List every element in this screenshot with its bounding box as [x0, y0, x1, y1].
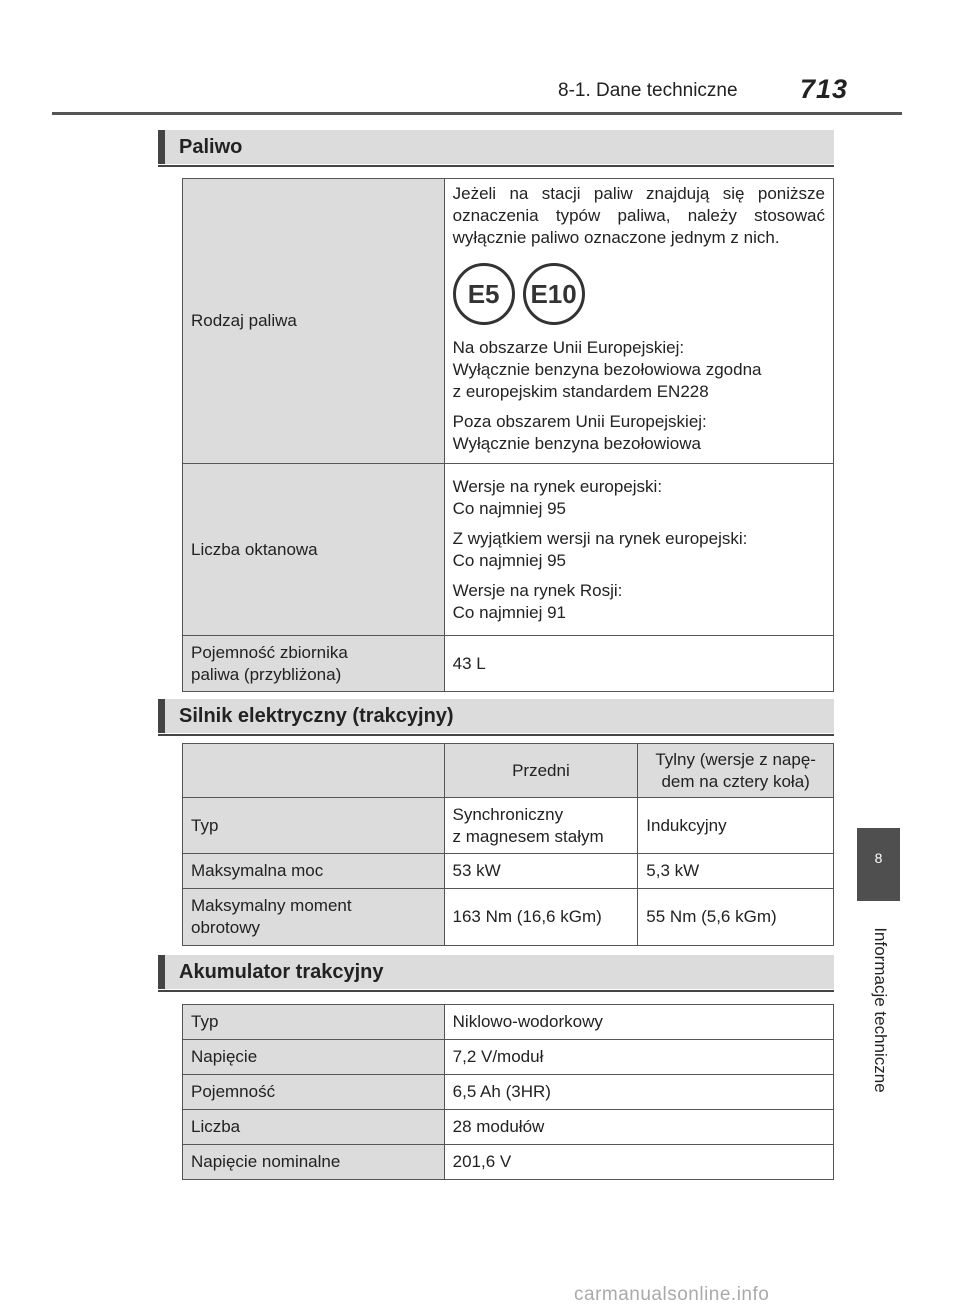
tank-value: 43 L [444, 636, 833, 692]
motor-type-front-line: Synchroniczny [452, 804, 564, 824]
fuel-type-label: Rodzaj paliwa [183, 179, 445, 464]
eu-line: Wyłącznie benzyna bezołowiowa zgodna [452, 360, 762, 379]
e5-badge-icon: E5 [453, 263, 515, 325]
max-torque-label [183, 889, 445, 946]
battery-type-value: Niklowo-wodorkowy [444, 1005, 833, 1040]
battery-count-label: Liczba [183, 1110, 445, 1145]
table-row [183, 854, 834, 889]
table-row [183, 1005, 834, 1040]
octane-line: Co najmniej 95 [452, 550, 567, 570]
battery-nominal-value: 201,6 V [444, 1145, 833, 1180]
battery-voltage-value: 7,2 V/moduł [444, 1040, 833, 1075]
rear-column-header [638, 744, 834, 798]
tank-label [183, 636, 445, 692]
max-torque-label-line: Maksymalny moment [191, 896, 352, 915]
battery-heading: Akumulator trakcyjny [158, 955, 834, 989]
page-number: 713 [800, 74, 849, 104]
octane-label: Liczba oktanowa [183, 464, 445, 636]
battery-table [182, 1004, 834, 1180]
max-torque-label-line: obrotowy [191, 918, 260, 937]
battery-type-label: Typ [183, 1005, 445, 1040]
fuel-type-value [444, 179, 833, 464]
octane-line: Wersje na rynek europejski: [452, 476, 663, 496]
table-row [183, 889, 834, 946]
max-torque-front: 163 Nm (16,6 kGm) [444, 889, 638, 946]
table-row [183, 1145, 834, 1180]
watermark: carmanualsonline.info [574, 1284, 770, 1305]
non-eu-line: Wyłącznie benzyna bezołowiowa [452, 434, 701, 453]
max-power-front: 53 kW [444, 854, 638, 889]
motor-type-front-line: z magnesem stałym [452, 826, 604, 846]
octane-line: Co najmniej 95 [452, 498, 567, 518]
motor-type-rear: Indukcyjny [638, 798, 834, 854]
e10-badge-icon: E10 [523, 263, 585, 325]
max-power-label: Maksymalna moc [183, 854, 445, 889]
table-row [183, 1040, 834, 1075]
table-row [183, 179, 834, 464]
fuel-heading: Paliwo [158, 130, 834, 164]
octane-line: Z wyjątkiem wersji na rynek europejski: [452, 528, 748, 548]
motor-type-label: Typ [183, 798, 445, 854]
max-power-rear: 5,3 kW [638, 854, 834, 889]
battery-capacity-label: Pojemność [183, 1075, 445, 1110]
rear-header-line: dem na cztery koła) [661, 771, 810, 791]
table-row [183, 636, 834, 692]
battery-count-value: 28 modułów [444, 1110, 833, 1145]
rear-header-line: Tylny (wersje z napę- [655, 749, 816, 769]
table-row [183, 1110, 834, 1145]
tank-label-line: Pojemność zbiornika [191, 642, 348, 662]
octane-line: Wersje na rynek Rosji: [452, 580, 623, 600]
max-torque-rear: 55 Nm (5,6 kGm) [638, 889, 834, 946]
non-eu-line: Poza obszarem Unii Europejskiej: [452, 412, 707, 431]
motor-heading: Silnik elektryczny (trakcyjny) [158, 699, 834, 733]
motor-header-empty [183, 744, 445, 798]
chapter-label: Informacje techniczne [871, 927, 890, 1093]
table-row [183, 464, 834, 636]
tank-label-line: paliwa (przybliżona) [191, 664, 342, 684]
eu-line: z europejskim standardem EN228 [452, 382, 709, 401]
fuel-badges [453, 263, 825, 325]
front-column-header: Przedni [444, 744, 638, 798]
octane-value [444, 464, 833, 636]
motor-table [182, 743, 834, 946]
table-row [183, 744, 834, 798]
section-title: 8-1. Dane techniczne [558, 80, 738, 101]
battery-nominal-label: Napięcie nominalne [183, 1145, 445, 1180]
header-rule [52, 112, 902, 115]
chapter-tab: 8 [857, 828, 900, 901]
motor-type-front [444, 798, 638, 854]
octane-line: Co najmniej 91 [452, 602, 567, 622]
fuel-table [182, 178, 834, 692]
fuel-type-intro: Jeżeli na stacji paliw znajdują się poniższe oznaczenia typów paliwa, należy stosować wyłącznie paliwo oznaczone jednym z nich. [452, 184, 825, 247]
eu-line: Na obszarze Unii Europejskiej: [452, 338, 685, 357]
battery-voltage-label: Napięcie [183, 1040, 445, 1075]
table-row [183, 798, 834, 854]
table-row [183, 1075, 834, 1110]
battery-capacity-value: 6,5 Ah (3HR) [444, 1075, 833, 1110]
